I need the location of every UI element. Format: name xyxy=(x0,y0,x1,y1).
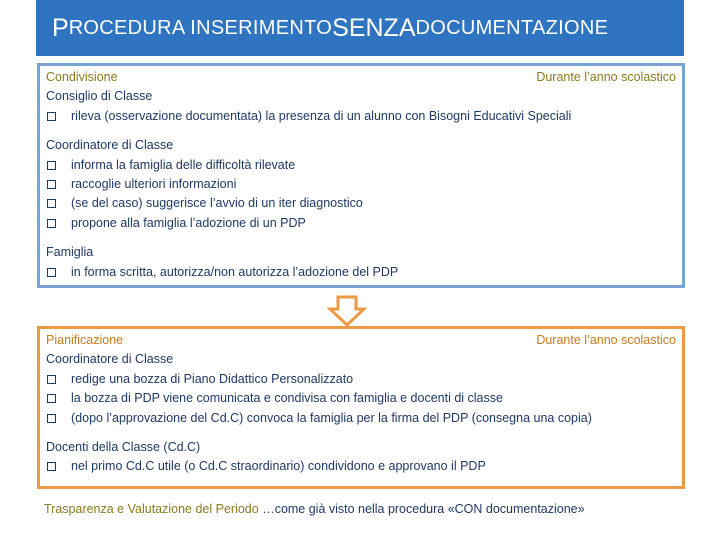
list-item xyxy=(46,175,676,194)
coordinatore-title: Coordinatore di Classe xyxy=(46,138,174,153)
checkbox-bullet-icon xyxy=(47,199,56,208)
condivisione-period: Durante l’anno scolastico xyxy=(536,70,676,84)
list-item-text: informa la famiglia delle difficoltà rilevate xyxy=(71,157,296,172)
list-item-text: raccoglie ulteriori informazioni xyxy=(71,177,237,192)
condivisione-header xyxy=(46,68,676,87)
condivisione-heading: Condivisione xyxy=(46,70,118,84)
list-item xyxy=(46,457,676,476)
list-item-text: (dopo l’approvazione del Cd.C) convoca la famiglia per la firma del PDP (consegna una copia) xyxy=(71,410,592,425)
checkbox-bullet-icon xyxy=(47,462,56,471)
coordinatore-title: Coordinatore di Classe xyxy=(46,352,174,367)
list-item-text: rileva (osservazione documentata) la presenza di un alunno con Bisogni Educativi Speciali xyxy=(71,108,572,123)
checkbox-bullet-icon xyxy=(47,414,56,423)
arrow-down-icon xyxy=(327,295,367,327)
docenti-title: Docenti della Classe (Cd.C) xyxy=(46,440,201,455)
list-item xyxy=(46,214,676,233)
checkbox-bullet-icon xyxy=(47,394,56,403)
list-item-text: (se del caso) suggerisce l’avvio di un iter diagnostico xyxy=(71,196,363,211)
pianificazione-header xyxy=(46,331,676,350)
list-item xyxy=(46,194,676,213)
checkbox-bullet-icon xyxy=(47,219,56,228)
list-item-text: propone alla famiglia l’adozione di un PDP xyxy=(71,215,306,230)
checkbox-bullet-icon xyxy=(47,161,56,170)
list-item-text: in forma scritta, autorizza/non autorizza l’adozione del PDP xyxy=(71,264,399,279)
footer-note xyxy=(44,502,585,516)
footer-text: …come già visto nella procedura «CON documentazione» xyxy=(258,502,585,516)
list-item xyxy=(46,389,676,408)
title-part-2: DOCUMENTAZIONE xyxy=(415,16,609,39)
footer-heading: Trasparenza e Valutazione del Periodo xyxy=(44,502,259,516)
pianificazione-heading: Pianificazione xyxy=(46,333,124,347)
page-title xyxy=(36,0,684,56)
condivisione-box xyxy=(37,63,685,288)
checkbox-bullet-icon xyxy=(47,180,56,189)
list-item xyxy=(46,156,676,175)
checkbox-bullet-icon xyxy=(47,375,56,384)
list-item xyxy=(46,263,676,282)
pianificazione-box xyxy=(37,326,685,489)
list-item-text: la bozza di PDP viene comunicata e condivisa con famiglia e docenti di classe xyxy=(71,391,503,406)
checkbox-bullet-icon xyxy=(47,112,56,121)
list-item-text: nel primo Cd.C utile (o Cd.C straordinario) condividono e approvano il PDP xyxy=(71,459,486,474)
list-item xyxy=(46,409,676,428)
consiglio-title: Consiglio di Classe xyxy=(46,89,153,104)
list-item xyxy=(46,107,676,126)
list-item-text: redige una bozza di Piano Didattico Personalizzato xyxy=(71,371,354,386)
pianificazione-period: Durante l’anno scolastico xyxy=(536,333,676,347)
title-initial: P xyxy=(52,13,69,42)
title-part-1: ROCEDURA INSERIMENTO xyxy=(68,16,333,39)
checkbox-bullet-icon xyxy=(47,268,56,277)
list-item xyxy=(46,370,676,389)
famiglia-title: Famiglia xyxy=(46,245,94,260)
title-emphasis: SENZA xyxy=(332,13,416,42)
